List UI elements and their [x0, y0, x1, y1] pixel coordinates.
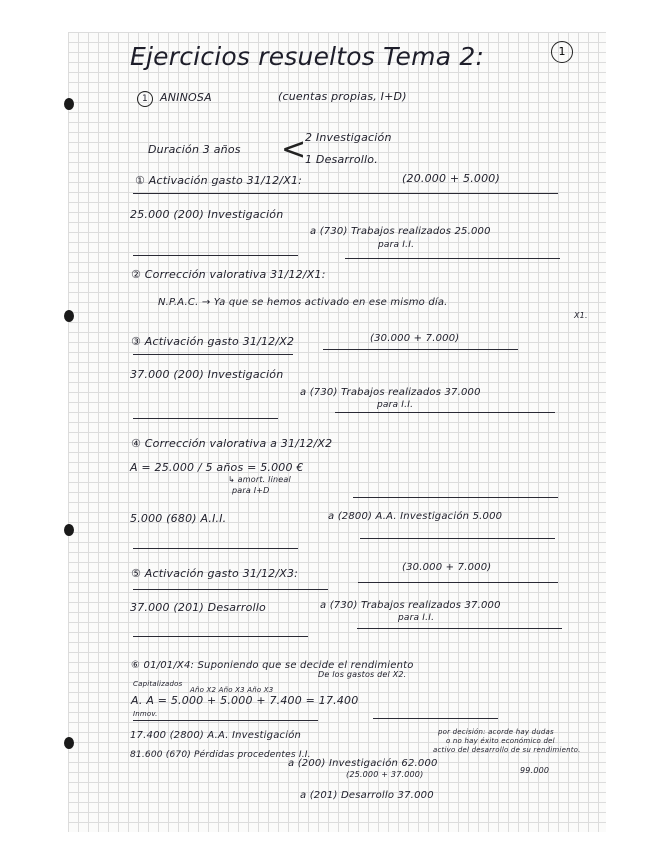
s6-debit1: 17.400 (2800) A.A. Investigación — [130, 730, 302, 741]
s2-text2: X1. — [574, 311, 588, 320]
s6-years: Año X2 Año X3 Año X3 — [190, 686, 274, 694]
divider — [133, 193, 558, 194]
s1-credit: a (730) Trabajos realizados 25.000 — [310, 226, 491, 237]
header-number: 1 — [137, 91, 153, 107]
s5-credit: a (730) Trabajos realizados 37.000 — [320, 600, 501, 611]
s6-debit2: 81.600 (670) Pérdidas procedentes I.I. — [130, 750, 311, 760]
s1-title: ① Activación gasto 31/12/X1: — [135, 174, 303, 187]
s6-note1: por decisión: acorde hay dudas — [438, 728, 554, 736]
s6-note2: o no hay éxito económico del — [446, 737, 555, 745]
s1-debit: 25.000 (200) Investigación — [130, 208, 284, 221]
s6-cap: Capitalizados — [133, 680, 183, 688]
s4-formula: A = 25.000 / 5 años = 5.000 € — [130, 461, 304, 474]
punch-hole — [64, 737, 74, 749]
page-number: 1 — [551, 41, 573, 63]
s1-amount: (20.000 + 5.000) — [402, 172, 500, 185]
divider — [360, 538, 555, 539]
s3-debit: 37.000 (200) Investigación — [130, 368, 284, 381]
divider — [373, 718, 498, 719]
punch-hole — [64, 310, 74, 322]
s4-note1: ↳ amort. lineal — [228, 475, 291, 484]
s3-credit: a (730) Trabajos realizados 37.000 — [300, 387, 481, 398]
s6-formula: A. A = 5.000 + 5.000 + 7.400 = 17.400 — [131, 694, 359, 707]
s3-credit2: para I.I. — [377, 400, 414, 410]
s6-credit1b: (25.000 + 37.000) — [346, 770, 424, 779]
s4-credit: a (2800) A.A. Investigación 5.000 — [328, 511, 503, 522]
divider — [357, 628, 562, 629]
s2-title: ② Corrección valorativa 31/12/X1: — [131, 268, 326, 281]
divider — [133, 636, 308, 637]
s2-text: N.P.A.C. → Ya que se hemos activado en ese mismo día. — [158, 297, 448, 308]
s6-side: 99.000 — [520, 766, 550, 775]
divider — [133, 418, 278, 419]
divider — [345, 258, 560, 259]
duration-label: Duración 3 años — [148, 143, 241, 156]
divider — [358, 582, 558, 583]
s5-debit: 37.000 (201) Desarrollo — [130, 601, 266, 614]
divider — [353, 497, 558, 498]
s5-credit2: para I.I. — [398, 613, 435, 623]
company-name: ANINOSA — [160, 91, 212, 104]
company-note: (cuentas propias, I+D) — [278, 90, 407, 103]
s5-title: ⑤ Activación gasto 31/12/X3: — [131, 567, 299, 580]
s5-amount: (30.000 + 7.000) — [402, 562, 492, 573]
duration-investigacion: 2 Investigación — [305, 131, 392, 144]
divider — [133, 548, 298, 549]
divider — [133, 720, 318, 721]
s6-title: ⑥ 01/01/X4: Suponiendo que se decide el rendimiento — [131, 660, 414, 671]
duration-desarrollo: 1 Desarrollo. — [305, 153, 378, 166]
s1-credit2: para I.I. — [378, 240, 415, 250]
punch-hole — [64, 524, 74, 536]
bracket-icon: < — [281, 132, 307, 167]
divider — [335, 412, 555, 413]
s6-sub: De los gastos del X2. — [318, 670, 407, 679]
punch-hole — [64, 98, 74, 110]
s4-debit: 5.000 (680) A.I.I. — [130, 512, 227, 525]
s3-amount: (30.000 + 7.000) — [370, 333, 460, 344]
s6-credit1: a (200) Investigación 62.000 — [288, 758, 438, 769]
divider — [133, 354, 293, 355]
s4-title: ④ Corrección valorativa a 31/12/X2 — [131, 437, 333, 450]
divider — [133, 589, 328, 590]
divider — [323, 349, 518, 350]
s6-credit2: a (201) Desarrollo 37.000 — [300, 790, 434, 801]
s4-note2: para I+D — [232, 486, 270, 495]
divider — [133, 255, 298, 256]
s6-note3: activo del desarrollo de su rendimiento. — [433, 746, 581, 754]
s3-title: ③ Activación gasto 31/12/X2 — [131, 335, 295, 348]
s6-inmov: Inmov. — [133, 710, 158, 718]
page-title: Ejercicios resueltos Tema 2: — [130, 42, 485, 71]
